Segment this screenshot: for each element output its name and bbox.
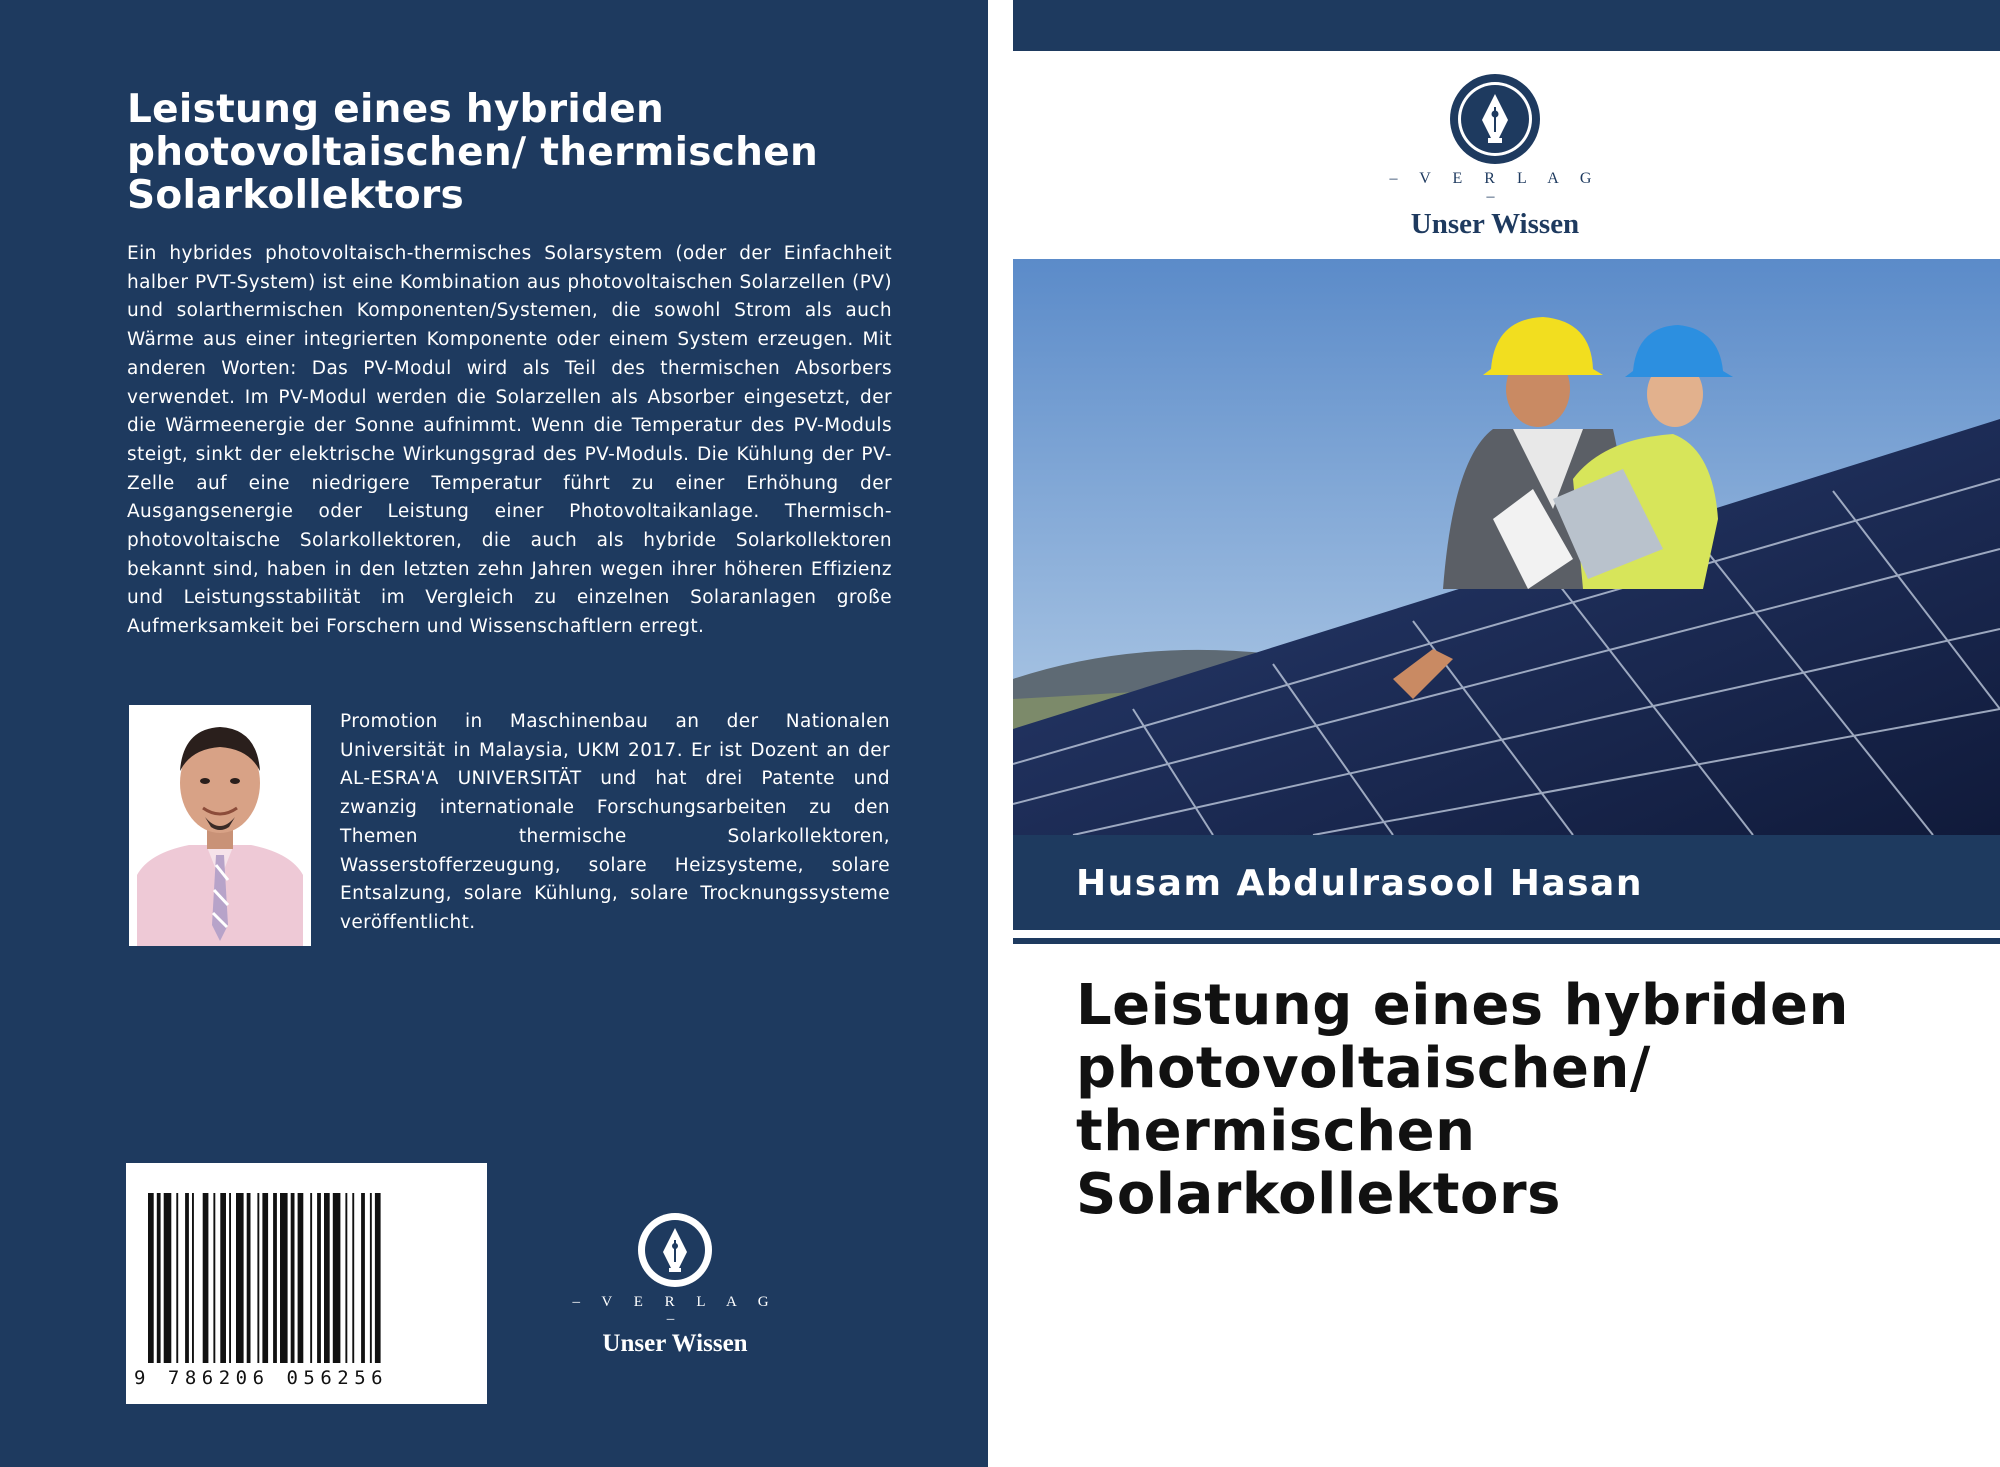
back-cover-title: Leistung eines hybriden photovoltaischen/ thermischen Solarkollektors (127, 87, 819, 218)
back-publisher-logo (570, 1210, 780, 1358)
author-name: Husam Abdulrasool Hasan (1076, 863, 1643, 904)
solar-panel-workers-image (1013, 259, 2000, 835)
front-cover-title: Leistung eines hybriden photovoltaischen/ thermischen Solarkollektors (1076, 973, 1849, 1227)
front-top-bar (1013, 0, 2000, 51)
front-publisher-logo (1380, 72, 1610, 241)
author-bio: Promotion in Maschinenbau an der Nationalen Universität in Malaysia, UKM 2017. Er ist Dozent an der AL-ESRA'A UNIVERSITÄT und hat drei Patente und zwanzig internationale Forschungsarbeiten zu den Themen thermische Solarkollektoren, Wasserstofferzeugung, solare Heizsysteme, solare Entsalzung, solare Kühlung, solare Trocknungssysteme veröffentlicht. (340, 711, 890, 933)
fountain-pen-nib-icon (635, 1210, 715, 1290)
fountain-pen-nib-icon (1448, 72, 1542, 166)
cover-photo-solar-workers (1013, 259, 2000, 835)
author-photo (129, 705, 311, 946)
isbn-barcode (126, 1163, 487, 1404)
author-portrait-image (129, 705, 311, 946)
publisher-verlag-label: – V E R L A G – (572, 1294, 778, 1327)
author-band (1013, 835, 2000, 930)
front-divider (1013, 938, 2000, 944)
publisher-verlag-label: – V E R L A G – (1389, 170, 1601, 205)
isbn-digits: 9 786206 056256 (134, 1367, 389, 1389)
publisher-name: Unser Wissen (1410, 208, 1580, 240)
book-blurb: Ein hybrides photovoltaisch-thermisches Solarsystem (oder der Einfachheit halber PVT-System) ist eine Kombination aus photovoltaischen Solarzellen (PV) und solarthermischen Komponenten/Systemen, die sowohl Strom als auch Wärme aus einer integrierten Komponente oder einem System erzeugen. Mit anderen Worten: Das PV-Modul wird als Teil des thermischen Absorbers verwendet. Im PV-Modul werden die Solarzellen als Absorber eingesetzt, der die Wärmeenergie der Sonne aufnimmt. Wenn die Temperatur des PV-Moduls steigt, sinkt der elektrische Wirkungsgrad des PV-Moduls. Die Kühlung der PV-Zelle auf eine niedrigere Temperatur führt zu einer Erhöhung der Ausgangsenergie oder Leistung einer Photovoltaikanlage. Thermisch-photovoltaische Solarkollektoren, die auch als hybride Solarkollektoren bekannt sind, haben in den letzten zehn Jahren wegen ihrer höheren Effizienz und Leistungsstabilität im Vergleich zu einzelnen Solaranlagen große Aufmerksamkeit bei Forschern und Wissenschaftlern erregt. (127, 243, 892, 638)
back-cover (0, 0, 988, 1467)
publisher-name: Unser Wissen (602, 1330, 748, 1357)
